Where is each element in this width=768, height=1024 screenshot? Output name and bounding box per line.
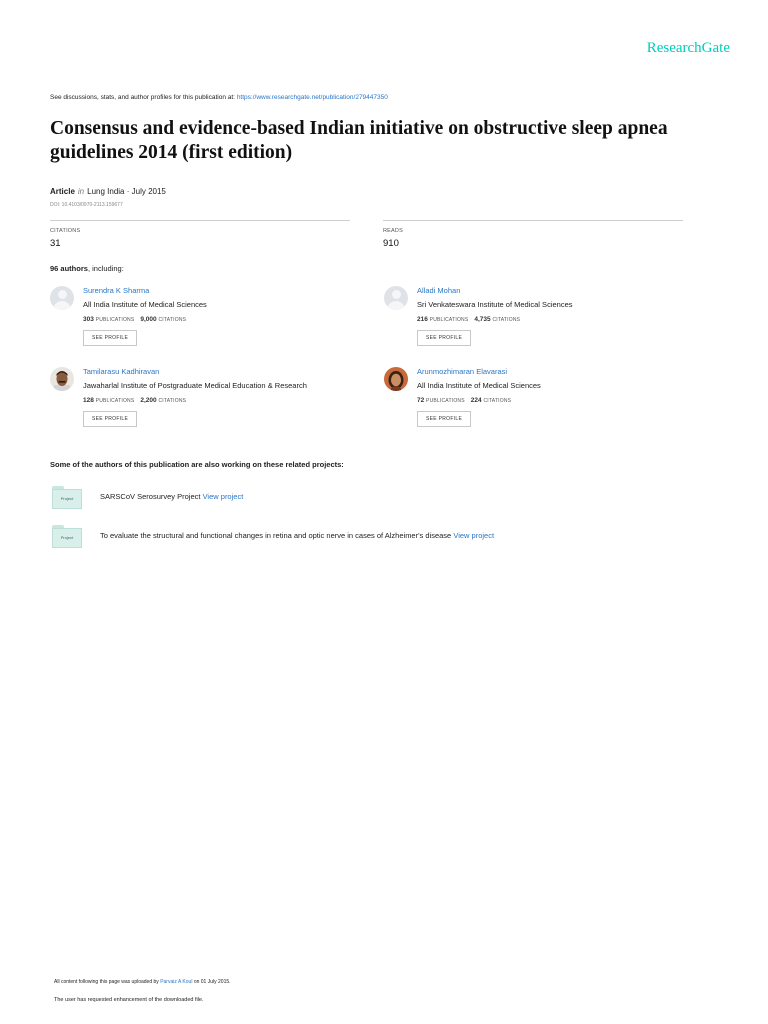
upload-suffix: on 01 July 2015. [193,979,231,985]
citations-stat [50,220,350,249]
in-label: in [77,187,85,196]
publication-meta [50,187,166,196]
project-title: To evaluate the structural and functional changes in retina and optic nerve in cases of Alzheimer's disease [100,531,452,540]
reads-stat [383,220,683,249]
author-citations-label: CITATIONS [483,398,512,404]
project-folder-icon [50,486,82,512]
author-citations-count: 224 [470,397,482,404]
project-title: SARSCoV Serosurvey Project [100,492,201,501]
project-item [50,486,730,512]
journal-date: Lung India · July 2015 [87,187,166,196]
author-photo[interactable] [50,367,74,391]
see-profile-button[interactable]: SEE PROFILE [83,330,137,346]
author-citations-label: CITATIONS [492,317,521,323]
publication-doi: DOI: 10.4103/0970-2113.159677 [50,202,123,208]
author-citations-count: 4,735 [474,316,491,323]
publications-count: 72 [417,397,425,404]
uploader-link[interactable]: Parvaiz A Koul [160,979,193,985]
see-profile-button[interactable]: SEE PROFILE [417,330,471,346]
publications-count: 128 [83,397,94,404]
author-card [50,286,350,356]
researchgate-logo[interactable]: ResearchGate [646,40,730,56]
citations-value: 31 [50,238,61,249]
upload-note [54,979,231,985]
project-text-line [100,531,494,540]
author-institution: Jawaharlal Institute of Postgraduate Medical Education & Research [83,381,307,390]
citations-label: CITATIONS [50,228,81,234]
author-stats [417,316,520,323]
publications-label: PUBLICATIONS [95,317,135,323]
author-institution: All India Institute of Medical Sciences [83,300,207,309]
author-name-link[interactable]: Surendra K Sharma [83,286,150,295]
author-institution: Sri Venkateswara Institute of Medical Sciences [417,300,573,309]
discussion-line [50,94,388,101]
project-item [50,525,730,551]
publication-type: Article [50,187,75,196]
reads-value: 910 [383,238,399,249]
author-name-link[interactable]: Arunmozhimaran Elavarasi [417,367,508,376]
publications-count: 303 [83,316,94,323]
author-citations-label: CITATIONS [158,317,187,323]
author-name-link[interactable]: Alladi Mohan [417,286,461,295]
view-project-link[interactable]: View project [453,531,495,540]
avatar-placeholder-icon[interactable] [50,286,74,310]
see-profile-button[interactable]: SEE PROFILE [417,411,471,427]
reads-label: READS [383,228,403,234]
publication-title: Consensus and evidence-based Indian initiative on obstructive sleep apnea guidelines 2014 (first edition) [50,118,668,163]
projects-heading: Some of the authors of this publication are also working on these related projects: [50,460,344,469]
publications-label: PUBLICATIONS [429,317,469,323]
project-folder-icon [50,525,82,551]
author-institution: All India Institute of Medical Sciences [417,381,541,390]
project-icon-label: Project [60,535,74,540]
publication-url-link[interactable]: https://www.researchgate.net/publication/279447350 [236,94,388,101]
publications-label: PUBLICATIONS [426,398,465,404]
discussion-prefix: See discussions, stats, and author profiles for this publication at: [50,94,235,101]
authors-heading-suffix: , including: [87,264,124,273]
author-name-link[interactable]: Tamilarasu Kadhiravan [83,367,160,376]
enhancement-note: The user has requested enhancement of the downloaded file. [54,997,204,1003]
author-card [384,286,684,356]
view-project-link[interactable]: View project [202,492,244,501]
see-profile-button[interactable]: SEE PROFILE [83,411,137,427]
author-stats [417,397,511,404]
author-citations-count: 9,000 [140,316,157,323]
publications-count: 216 [417,316,428,323]
author-card [384,367,684,437]
project-icon-label: Project [60,496,74,501]
author-photo[interactable] [384,367,408,391]
author-stats [83,397,186,404]
publications-label: PUBLICATIONS [95,398,135,404]
avatar-placeholder-icon[interactable] [384,286,408,310]
authors-heading [50,264,124,273]
author-citations-label: CITATIONS [158,398,187,404]
author-citations-count: 2,200 [140,397,157,404]
author-stats [83,316,186,323]
upload-prefix: All content following this page was uploaded by [54,979,159,985]
author-card [50,367,350,437]
authors-count: 96 authors [50,264,88,273]
project-text-line [100,492,243,501]
